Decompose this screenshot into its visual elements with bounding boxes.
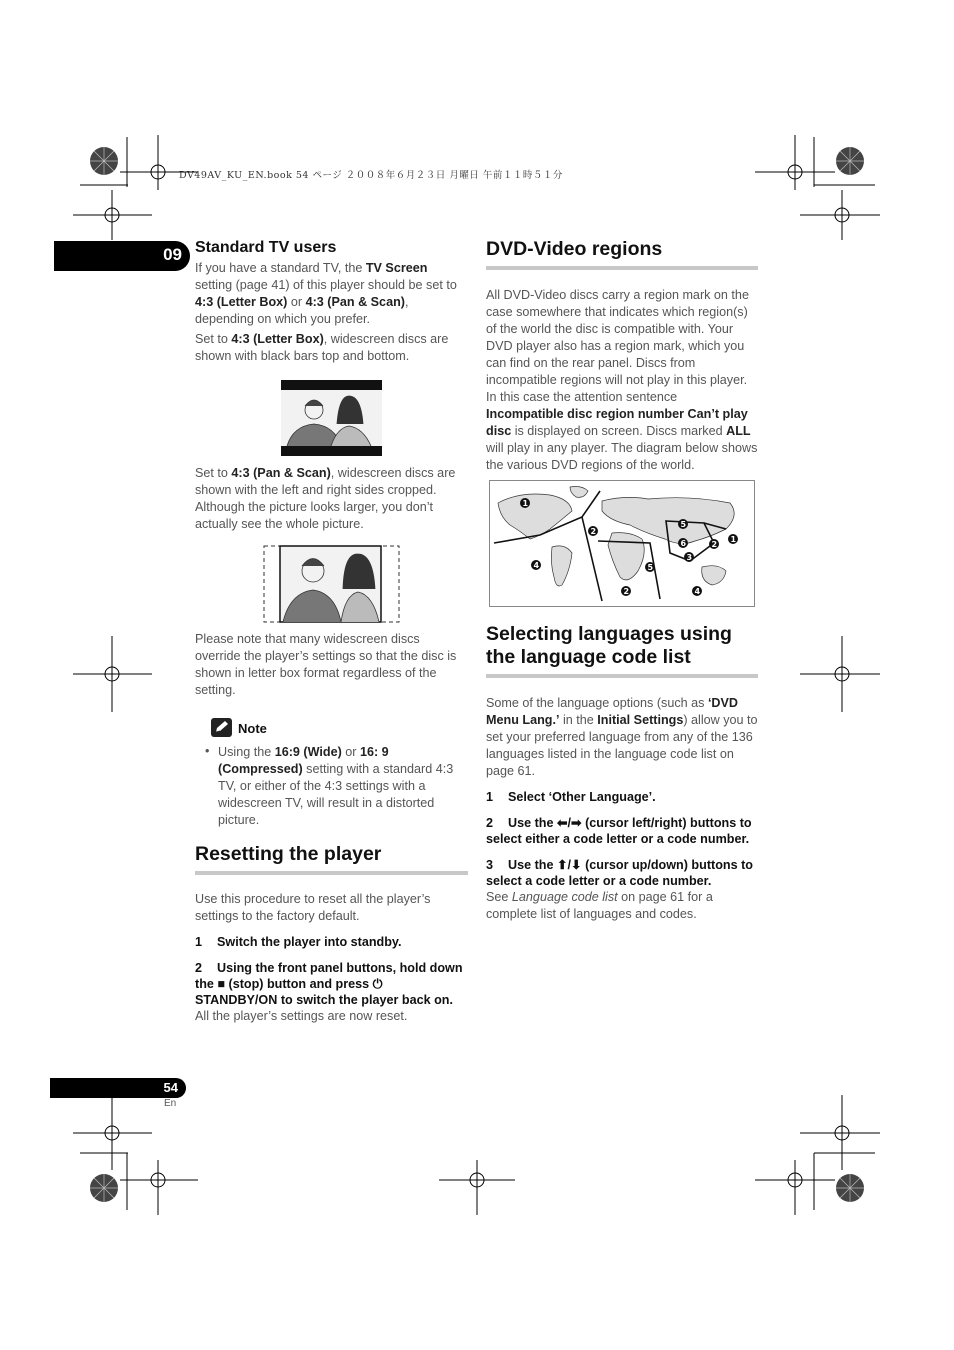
chapter-tab bbox=[54, 241, 190, 271]
text: , widescreen discs are shown with black bars top and bottom. bbox=[195, 332, 449, 363]
map-region-5: 5 bbox=[680, 520, 687, 529]
reset-section bbox=[195, 843, 468, 1025]
text: ) allow you to set your preferred language from any of the 136 languages listed in the language code list on page 61. bbox=[486, 713, 758, 778]
standard-tv-para-4: Please note that many widescreen discs override the player’s settings so that the disc is shown in letter box format regardless of the setting. bbox=[195, 632, 457, 697]
text: , widescreen discs are shown with the left and right sides cropped. Although the picture looks larger, you don’t actually see the whole picture. bbox=[195, 466, 456, 531]
reset-heading: Resetting the player bbox=[195, 843, 468, 875]
text: setting (page 41) of this player should be set to bbox=[195, 278, 457, 292]
step-number: 1 bbox=[486, 790, 494, 804]
text: or bbox=[341, 745, 360, 759]
page-language: En bbox=[164, 1098, 177, 1109]
page-number-tab bbox=[50, 1078, 186, 1098]
text: will play in any player. The diagram below shows the various DVD regions of the world. bbox=[486, 441, 758, 472]
note-label: Note bbox=[238, 721, 267, 736]
reset-intro: Use this procedure to reset all the player’s settings to the factory default. bbox=[195, 892, 431, 923]
panscan-illustration bbox=[263, 545, 400, 623]
step-text: Using the front panel buttons, hold down the ■ (stop) button and press bbox=[195, 961, 463, 991]
reset-step-2 bbox=[195, 960, 468, 1008]
dvd-region-map bbox=[489, 480, 755, 607]
text: Using the bbox=[218, 745, 275, 759]
map-region-1: 1 bbox=[522, 499, 529, 508]
regions-heading: DVD-Video regions bbox=[486, 238, 758, 270]
bullet-icon: • bbox=[205, 744, 210, 758]
text: Set to bbox=[195, 466, 232, 480]
note-pencil-icon bbox=[211, 718, 232, 737]
text: All DVD-Video discs carry a region mark on the case somewhere that indicates which region(s) of the world the disc is compatible with. Your DVD player also has a region mark, which you can find on the rear panel. Discs from incompatible regions will not play in this player. In this case the attention sentence bbox=[486, 288, 749, 404]
step-text: ⏻ STANDBY/ON to switch the player back on. bbox=[195, 977, 453, 1007]
language-step-3-note bbox=[486, 889, 758, 923]
reset-result: All the player’s settings are now reset. bbox=[195, 1009, 408, 1023]
standard-tv-para-3 bbox=[195, 465, 467, 533]
language-section bbox=[486, 623, 758, 923]
language-step-2 bbox=[486, 815, 758, 847]
map-region-2: 2 bbox=[590, 527, 597, 536]
text-bold: 4:3 (Letter Box) bbox=[231, 332, 324, 346]
step-number: 3 bbox=[486, 858, 494, 872]
text-bold: 16: 9 (Compressed) bbox=[218, 745, 389, 776]
override-para bbox=[195, 631, 467, 699]
text: or bbox=[287, 295, 306, 309]
text-bold: 4:3 (Pan & Scan) bbox=[305, 295, 405, 309]
text: If you have a standard TV, the bbox=[195, 261, 366, 275]
text-bold: ‘DVD Menu Lang.’ bbox=[486, 696, 739, 727]
step-number: 1 bbox=[195, 935, 203, 949]
text: on page 61 for a complete list of languages and codes. bbox=[486, 890, 713, 921]
note-text bbox=[218, 744, 463, 829]
language-step-3 bbox=[486, 857, 758, 889]
text: setting with a standard 4:3 TV, or either of the 4:3 settings with a widescreen TV, will result in a distorted picture. bbox=[218, 762, 454, 827]
text: Set to bbox=[195, 332, 232, 346]
page-number: 54 bbox=[163, 1080, 178, 1095]
map-region-3: 3 bbox=[686, 553, 693, 562]
text-bold: Initial Settings bbox=[597, 713, 684, 727]
text: is displayed on screen. Discs marked bbox=[511, 424, 727, 438]
reset-step-1 bbox=[195, 934, 468, 950]
language-step-1 bbox=[486, 789, 758, 805]
text-bold: 4:3 (Pan & Scan) bbox=[231, 466, 331, 480]
map-region-4: 4 bbox=[533, 561, 540, 570]
step-number: 2 bbox=[195, 961, 203, 975]
regions-para bbox=[486, 287, 758, 474]
map-region-2b: 2 bbox=[623, 587, 630, 596]
chapter-number: 09 bbox=[163, 245, 182, 264]
text: in the bbox=[559, 713, 598, 727]
map-region-5b: 5 bbox=[647, 563, 654, 572]
text: Some of the language options (such as bbox=[486, 696, 708, 710]
text-bold: TV Screen bbox=[365, 261, 428, 275]
step-number: 2 bbox=[486, 816, 494, 830]
text-bold: 16:9 (Wide) bbox=[274, 745, 342, 759]
map-region-6: 6 bbox=[680, 539, 687, 548]
map-region-2c: 2 bbox=[711, 540, 718, 549]
text-bold: 4:3 (Letter Box) bbox=[195, 295, 288, 309]
text-bold: Incompatible disc region number Can’t play disc bbox=[486, 407, 748, 438]
standard-tv-heading: Standard TV users bbox=[195, 239, 337, 256]
step-text: Select ‘Other Language’. bbox=[508, 790, 656, 804]
text: , depending on which you prefer. bbox=[195, 295, 409, 326]
left-column bbox=[195, 239, 467, 365]
pan-scan-para bbox=[195, 465, 467, 533]
standard-tv-para-2 bbox=[195, 331, 467, 365]
print-header: DV49AV_KU_EN.book 54 ページ ２００８年６月２３日 月曜日 午前１１時５１分 bbox=[179, 170, 563, 181]
text: See bbox=[486, 890, 512, 904]
step-text: Switch the player into standby. bbox=[217, 935, 402, 949]
step-text: Use the ⬅/➡ (cursor left/right) buttons to select either a code letter or a code number. bbox=[486, 816, 752, 846]
standard-tv-para-1 bbox=[195, 260, 467, 328]
regions-section bbox=[486, 238, 758, 474]
letterbox-illustration bbox=[281, 380, 382, 456]
text-italic: Language code list bbox=[511, 890, 618, 904]
language-para bbox=[486, 695, 758, 780]
step-text: Use the ⬆/⬇ (cursor up/down) buttons to select a code letter or a code number. bbox=[486, 858, 753, 888]
language-heading: Selecting languages using the language code list bbox=[486, 623, 758, 678]
text-bold: ALL bbox=[726, 424, 751, 438]
map-region-4b: 4 bbox=[694, 587, 701, 596]
map-region-1b: 1 bbox=[730, 535, 737, 544]
